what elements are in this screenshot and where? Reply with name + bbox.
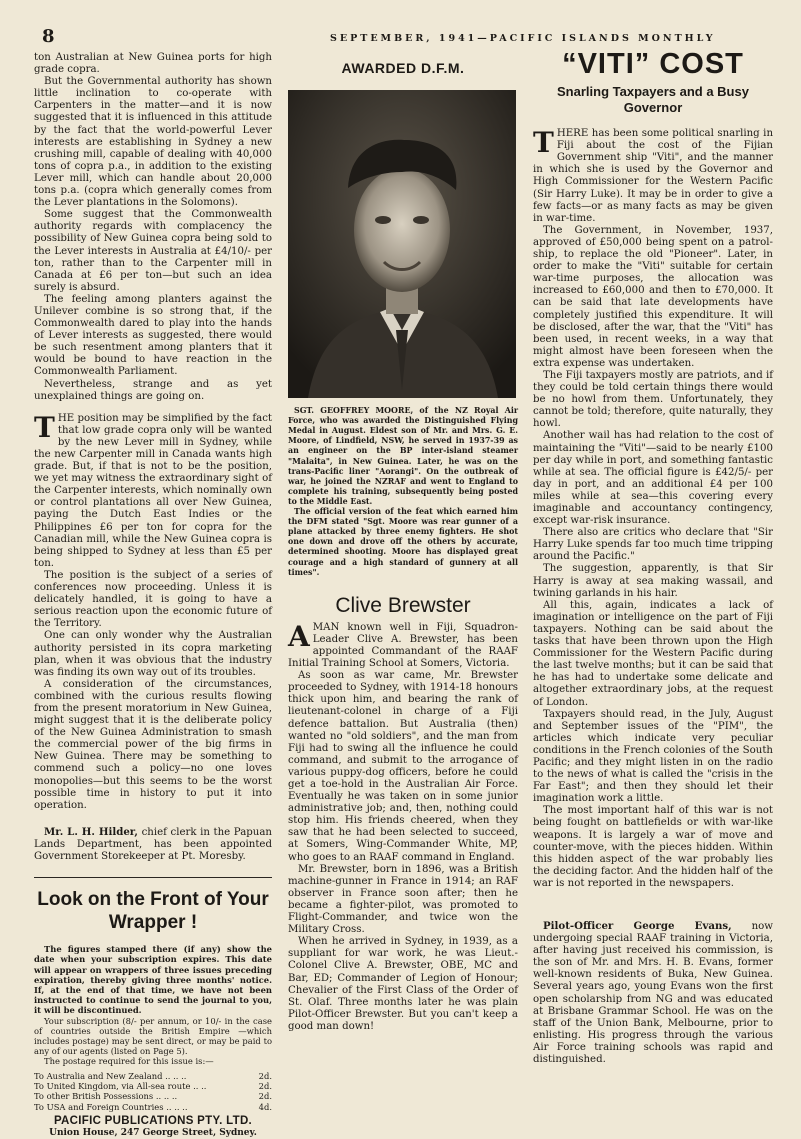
rate-destination: To USA and Foreign Countries .. .. .. bbox=[34, 1101, 188, 1112]
rate-amount: 2d. bbox=[258, 1091, 272, 1102]
paragraph: As soon as war came, Mr. Brewster proceeded to Sydney, with 1914-18 honours thick upon him, and bearing the rank of lieutenant-colonel in charge of a Fiji defence battalion. But Australia (then) wanted no "old soldiers", and the man from Fiji had to swing all the influence he could command, and submit to the arrogance of various puppy-dog officers, before he could get a toe-hold in the Australian Air Force. Eventually he was taken on in some junior administrative job; and, then, nothing could stop him. His friends cheered, when they saw that he had been selected to succeed, at Somers, Wing-Commander White, MP, who goes to an RAAF command in England. bbox=[288, 670, 518, 863]
rate-destination: To United Kingdom, via All-sea route .. .. bbox=[34, 1080, 207, 1091]
paragraph: A consideration of the circumstances, combined with the curious results flowing from the present moratorium in New Guinea, might suggest that it is the deliberate policy of the New Guinea Administration to smash the commercial power of the big firms in New Guinea. There may be something to commend such a policy—no one loves monopolies—but this seems to be the worst possible time in history to put it into operation. bbox=[34, 678, 272, 811]
awarded-heading: AWARDED D.F.M. bbox=[341, 60, 465, 76]
paragraph: There also are critics who declare that "Sir Harry Luke spends far too much time tripping around the Pacific." bbox=[533, 527, 773, 563]
paragraph: The Fiji taxpayers mostly are patriots, and if they could be told certain things there would be no howl from them. Unfortunately, they cannot be told; therefore, quite naturally, they howl. bbox=[533, 369, 773, 430]
publisher-name: PACIFIC PUBLICATIONS PTY. LTD. bbox=[53, 1115, 253, 1128]
photo-caption bbox=[288, 406, 518, 578]
paragraph: Another wail has had relation to the cost of maintaining the "Viti"—said to be nearly £100 per day while in port, and something fantastic while at sea. The official figure is £42/5/- per day in port, and an additional £4 per 100 miles while at sea—this covering every imaginable and accountancy contingency, except war-risk insurance. bbox=[533, 430, 773, 527]
paragraph: Nevertheless, strange and as yet unexplained things are going on. bbox=[34, 378, 272, 402]
drop-cap: A bbox=[288, 619, 310, 653]
portrait-image bbox=[288, 90, 516, 398]
paragraph: The Government, in November, 1937, approved of £50,000 being spent on a patrol-ship, to replace the old "Pioneer". Later, in order to make the "Viti" suitable for certain war-time purposes, the allocation was increased to £60,000 and then to £70,000. It can be said that late developments have completely justified this expenditure. It will be disclosed, after the war, that the "Viti" has been used, in recent weeks, in a way that might almost have been foreseen when the extra expense was undertaken. bbox=[533, 224, 773, 369]
column-right bbox=[533, 48, 774, 1066]
paragraph-dropcap bbox=[288, 619, 518, 670]
hilder-note bbox=[34, 826, 272, 863]
paragraph: Mr. Brewster, born in 1896, was a British machine-gunner in France in 1914; an RAF observer in France soon after; then he became a fighter-pilot, was promoted to Flight-Commander, and twice won the Military Cross. bbox=[288, 863, 518, 936]
paragraph: The most important half of this war is not being fought on battlefields or with war-like weapons. It is largely a war of move and counter-move, with the pieces hidden. Within this hidden aspect of the war probably lies the deciding factor. And the hidden half of the war is not reported in the newspapers. bbox=[533, 805, 773, 889]
evans-text: now undergoing special RAAF training in Victoria, after having just received his commission, is the son of Mr. and Mrs. H. B. Evans, former well-known residents of Buka, New Guinea. Several years ago, young Evans won the first open scholarship from NG and was educated at Brisbane Grammar School. He was on the staff of the Union Bank, Melbourne, prior to enlisting. His progress through the various Air Force training schools was rapid and distinguished. bbox=[533, 921, 774, 1066]
page-number: 8 bbox=[42, 26, 55, 47]
postage-label: The postage required for this issue is:— bbox=[44, 1056, 214, 1067]
paragraph: Taxpayers should read, in the July, August and September issues of the "PIM", the articles which indicate very peculiar conditions in the French colonies of the South Pacific; and they might listen in on the radio to the news of what is called the "crisis in the Far East"; and then they should let their imagination work a little. bbox=[533, 708, 773, 805]
running-head: SEPTEMBER, 1941—PACIFIC ISLANDS MONTHLY bbox=[330, 33, 716, 44]
viti-heading: “VITI” COST bbox=[562, 48, 744, 80]
caption-paragraph: The official version of the feat which earned him the DFM stated "Sgt. Moore was rear gunner of a plane attacked by three enemy fighters. He shot one down and drove off the others by accurate, determined shooting. Moore has displayed great courage and a high standard of gunnery at all times". bbox=[288, 507, 518, 577]
postage-rates bbox=[34, 1071, 272, 1113]
rate-row bbox=[34, 1071, 272, 1081]
hilder-text: chief clerk in the Papuan Lands Department, has been appointed Government Storekeeper at Pt. Moresby. bbox=[34, 826, 272, 862]
portrait-photo bbox=[288, 90, 516, 398]
paragraph-dropcap bbox=[533, 128, 773, 225]
rate-row bbox=[34, 1081, 272, 1091]
rate-amount: 4d. bbox=[258, 1101, 272, 1112]
drop-cap: T bbox=[34, 410, 55, 444]
hilder-name: Mr. L. H. Hilder, bbox=[44, 825, 138, 838]
subscription-text: Your subscription (8/- per annum, or 10/- in the case of countries outside the British Empire —which includes postage) may be sent direct, or may be paid to any of our agents (listed on Page 5). bbox=[34, 1015, 272, 1057]
evans-note bbox=[533, 920, 773, 1066]
wrapper-notice-title: Look on the Front of Your Wrapper ! bbox=[37, 889, 269, 934]
brewster-heading: Clive Brewster bbox=[335, 593, 471, 617]
rate-row bbox=[34, 1091, 272, 1101]
paragraph: The feeling among planters against the Unilever combine is so strong that, if the Commonwealth dared to play into the hands of Lever interests as suggested, there would be such resentment among planters that it would be bound to have reaction in the Commonwealth Parliament. bbox=[34, 293, 272, 378]
paragraph-text: HE position may be simplified by the fact that low grade copra only will be wanted by the new Lever mill in Sydney, while the new Carpenter mill in Canada wants high grade. But, if that is not to be the position, we yet may witness the extraordinary sight of the Carpenter interests, which nominally own or control plantations all over New Guinea, paying the Dutch East Indies or the Philippines £6 per ton for copra for the Canadian mill, while the New Guinea copra is being shipped to Sydney at less than £5 per ton. bbox=[34, 412, 272, 569]
evans-name: Pilot-Officer George Evans, bbox=[543, 920, 732, 932]
paragraph: All this, again, indicates a lack of imagination or intelligence on the part of Fiji taxpayers. Nothing can be said about the tasks that have been thrown upon the High Commissioner for the Western Pacific during the last twelve months; but it can be said that he has had to undertake some delicate and altogether extraordinary jobs, at the request of London. bbox=[533, 599, 773, 708]
publisher-address: Union House, 247 George Street, Sydney. bbox=[49, 1128, 257, 1139]
rate-destination: To Australia and New Zealand .. .. .. bbox=[34, 1070, 187, 1081]
rate-amount: 2d. bbox=[258, 1080, 272, 1091]
paragraph: ton Australian at New Guinea ports for high grade copra. bbox=[34, 52, 272, 76]
paragraph: But the Governmental authority has shown little inclination to co-operate with Carpenters in the matter—and it is now suggested that it is influenced in this attitude by the fact that the world-powerful Lever interests are establishing in Sydney a new crushing mill, capable of dealing with 40,000 tons of copra p.a., in addition to the existing Lever mill, which can handle about 20,000 tons p.a. (copra which generally comes from the Lever plantations in the Solomons). bbox=[34, 76, 272, 209]
column-middle bbox=[288, 52, 518, 1033]
paragraph: One can only wonder why the Australian authority persisted in its copra marketing plan, when it was obvious that the industry was finding its own way out of its troubles. bbox=[34, 630, 272, 678]
rate-row bbox=[34, 1102, 272, 1112]
paragraph: The suggestion, apparently, is that Sir Harry is away at sea making wassail, and twining garlands in his hair. bbox=[533, 563, 773, 599]
paragraph-text: MAN known well in Fiji, Squadron-Leader Clive A. Brewster, has been appointed Commandant of the RAAF Initial Training School at Somers, Victoria. bbox=[288, 621, 518, 670]
caption-paragraph: SGT. GEOFFREY MOORE, of the NZ Royal Air Force, who was awarded the Distinguished Flying Medal in August. Eldest son of Mr. and Mrs. G. E. Moore, of Lindfield, NSW, he served in 1937-39 as an engineer on the BP inter-island steamer "Malaita", in New Guinea. Later, he was on the trans-Pacific liner "Aorangi". On the outbreak of war, he joined the NZRAF and went to England to complete his training, subsequently being posted to the Middle East. bbox=[288, 406, 518, 506]
column-left bbox=[34, 52, 272, 1139]
wrapper-notice-text: The figures stamped there (if any) show the date when your subscription expires. This date will appear on wrappers of three issues preceding expiration, thereby giving three months' notice. If, at the end of that time, we have not been instructed to continue to send the journal to you, it will be discontinued. bbox=[34, 944, 272, 1016]
copra-article-part2 bbox=[34, 410, 272, 812]
rate-amount: 2d. bbox=[258, 1070, 272, 1081]
paragraph: The position is the subject of a series of conferences now proceeding. Unless it is delicately handled, it is going to have a serious reaction upon the economic future of the Territory. bbox=[34, 569, 272, 630]
drop-cap: T bbox=[533, 126, 554, 160]
rate-destination: To other British Possessions .. .. .. bbox=[34, 1091, 178, 1102]
paragraph: When he arrived in Sydney, in 1939, as a suppliant for war work, he was Lieut.-Colonel Clive A. Brewster, OBE, MC and Bar, ED; Commander of Legion of Honour; Chevalier of the First Class of the Order of St. Olaf. Three months later he was plain Pilot-Officer Brewster. But you can't keep a good man down! bbox=[288, 936, 518, 1032]
viti-subheading: Snarling Taxpayers and a Busy Governor bbox=[557, 84, 749, 116]
paragraph-dropcap bbox=[34, 410, 272, 570]
paragraph-text: HERE has been some political snarling in Fiji about the cost of the Fijian Government ship "Viti", and the manner in which she is used by the Governor and High Commissioner for the Western Pacific (Sir Harry Luke). It may be in order to give a few facts—or as many facts as may be given in war-time. bbox=[533, 128, 773, 224]
divider bbox=[34, 877, 272, 878]
paragraph: Some suggest that the Commonwealth authority regards with complacency the possibility of New Guinea copra being sold to the Lever interests in Australia at £4/10/- per ton, rather than to the Carpenter mill in Canada at £6 per ton—but such an idea surely is absurd. bbox=[34, 209, 272, 293]
copra-article-part1 bbox=[34, 52, 272, 403]
